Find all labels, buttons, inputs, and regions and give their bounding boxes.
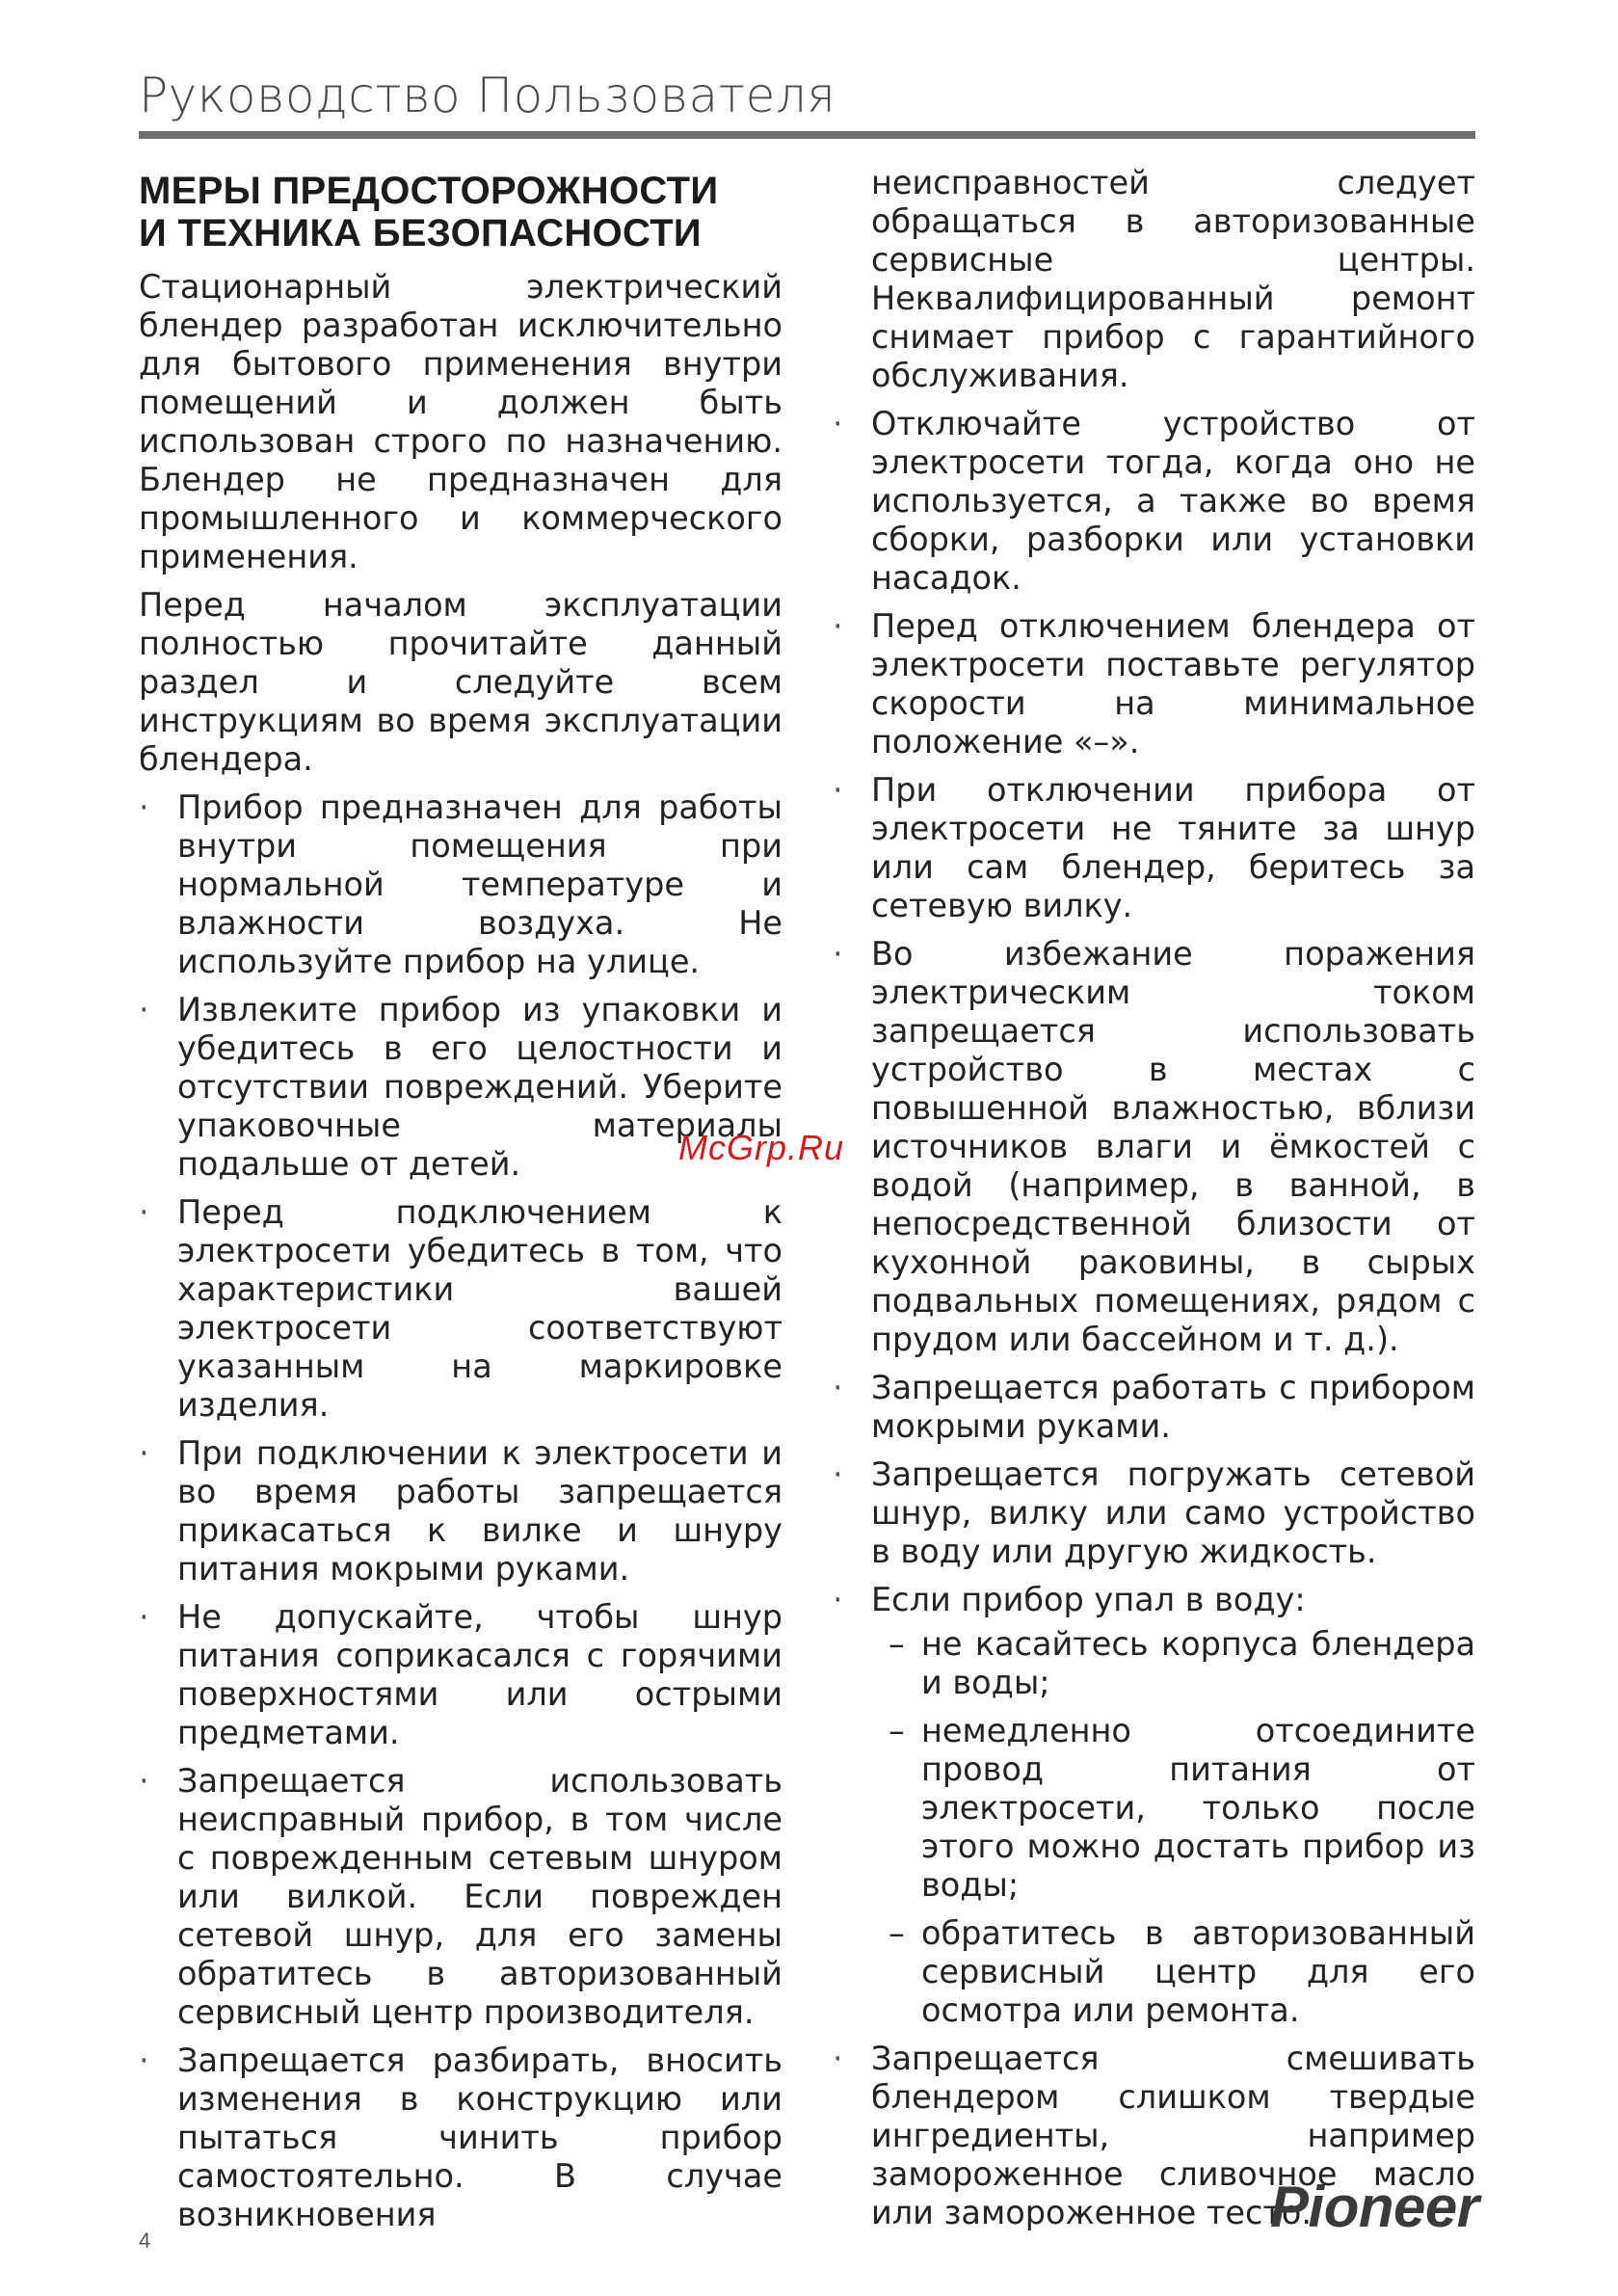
page-number: 4 bbox=[139, 2229, 151, 2253]
section-title bbox=[139, 170, 782, 254]
right-column bbox=[871, 164, 1475, 2242]
safety-item: · Перед подключением к электросети убедитесь в том, что характеристики вашей электросети соответствуют указанным на маркировке изделия. bbox=[139, 1193, 782, 1425]
water-item-lead: Если прибор упал в воду: bbox=[871, 1581, 1306, 1618]
water-step: – не касайтесь корпуса блендера и воды; bbox=[871, 1625, 1475, 1702]
safety-item: · Прибор предназначен для работы внутри помещения при нормальной температуре и влажности воздуха. Не используйте прибор на улице. bbox=[139, 788, 782, 981]
continued-paragraph: неисправностей следует обращаться в авторизованные сервисные центры. Неквалифицированный ремонт снимает прибор с гарантийного обслуживания. bbox=[871, 164, 1475, 394]
section-title-line-1: МЕРЫ ПРЕДОСТОРОЖНОСТИ bbox=[139, 170, 719, 212]
section-title-line-2: И ТЕХНИКА БЕЗОПАСНОСТИ bbox=[139, 212, 702, 254]
safety-item: · Запрещается смешивать блендером слишком твердые ингредиенты, например замороженное сливочное масло или замороженное тесто. bbox=[871, 2040, 1475, 2232]
safety-item-water bbox=[871, 1581, 1475, 2030]
safety-item: · Не допускайте, чтобы шнур питания соприкасался с горячими поверхностями или острыми предметами. bbox=[139, 1598, 782, 1752]
safety-list-right bbox=[871, 405, 1475, 2232]
safety-item: · Запрещается использовать неисправный прибор, в том числе с поврежденным сетевым шнуром или вилкой. Если поврежден сетевой шнур, для его замены обратитесь в авторизованный сервисный центр производителя. bbox=[139, 1762, 782, 2032]
safety-item: · Запрещается разбирать, вносить изменения в конструкцию или пытаться чинить прибор самостоятельно. В случае возникновения bbox=[139, 2042, 782, 2234]
water-step: – обратитесь в авторизованный сервисный центр для его осмотра или ремонта. bbox=[871, 1914, 1475, 2030]
page-header-title: Руководство Пользователя bbox=[139, 67, 836, 123]
safety-item: · При отключении прибора от электросети не тяните за шнур или сам блендер, беритесь за сетевую вилку. bbox=[871, 771, 1475, 925]
watermark-text: McGrp.Ru bbox=[678, 1128, 845, 1167]
safety-item: · Запрещается работать с прибором мокрыми руками. bbox=[871, 1369, 1475, 1446]
safety-item: · При подключении к электросети и во время работы запрещается прикасаться к вилке и шнуру питания мокрыми руками. bbox=[139, 1434, 782, 1589]
water-step: – немедленно отсоедините провод питания от электросети, только после этого можно достать прибор из воды; bbox=[871, 1712, 1475, 1905]
left-column bbox=[139, 164, 782, 2244]
safety-item: · Перед отключением блендера от электросети поставьте регулятор скорости на минимальное положение «–». bbox=[871, 607, 1475, 761]
brand-logo: Pioneer bbox=[1270, 2175, 1479, 2239]
intro-paragraph: Перед началом эксплуатации полностью прочитайте данный раздел и следуйте всем инструкциям во время эксплуатации блендера. bbox=[139, 586, 782, 778]
safety-item: · Запрещается погружать сетевой шнур, вилку или само устройство в воду или другую жидкость. bbox=[871, 1455, 1475, 1571]
safety-item: · Отключайте устройство от электросети тогда, когда оно не используется, а также во время сборки, разборки или установки насадок. bbox=[871, 405, 1475, 598]
intro-paragraph: Стационарный электрический блендер разработан исключительно для бытового применения внутри помещений и должен быть использован строго по назначению. Блендер не предназначен для промышленного и коммерческого применения. bbox=[139, 268, 782, 575]
safety-item: · Во избежание поражения электрическим током запрещается использовать устройство в местах с повышенной влажностью, вблизи источников влаги и ёмкостей с водой (например, в ванной, в непосредственной близости от кухонной раковины, в сырых подвальных помещениях, рядом с прудом или бассейном и т. д.). bbox=[871, 935, 1475, 1359]
safety-item: · Извлеките прибор из упаковки и убедитесь в его целостности и отсутствии повреждений. Уберите упаковочные материалы подальше от детей. bbox=[139, 991, 782, 1184]
water-steps-list bbox=[871, 1625, 1475, 2030]
header-divider bbox=[139, 131, 1475, 139]
safety-list-left bbox=[139, 788, 782, 2234]
